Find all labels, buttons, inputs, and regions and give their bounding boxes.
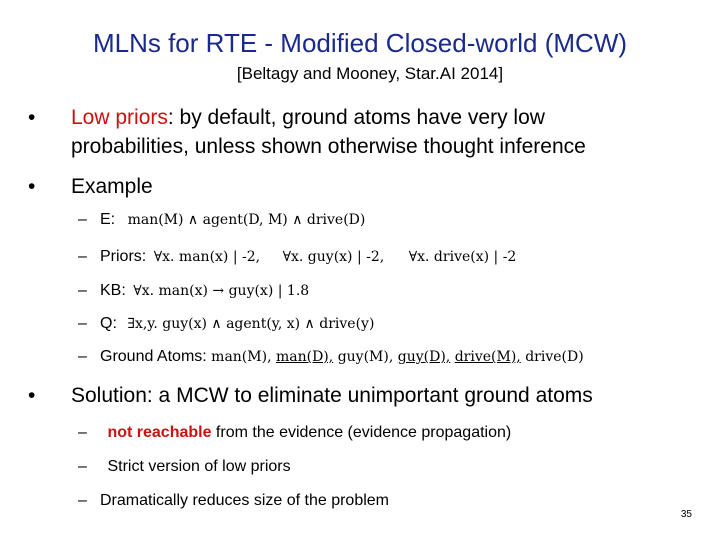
dash-icon: – (78, 458, 87, 475)
atom-guy-m: guy(M), (337, 349, 394, 365)
solution-strict-version (78, 458, 291, 476)
slide-title: MLNs for RTE - Modified Closed-world (MCW) (92, 28, 628, 58)
solution-text: Solution: a MCW to eliminate unimportant ground atoms (71, 384, 593, 407)
atom-guy-d: guy(D), (397, 349, 451, 365)
example-evidence (78, 211, 365, 229)
example-label: Example (71, 175, 153, 198)
dash-icon: – (78, 424, 87, 441)
bullet-dot-icon: • (28, 106, 36, 129)
prior-man: ∀x. man(x) | -2, (153, 249, 261, 265)
example-kb (78, 282, 309, 300)
example-query (78, 315, 374, 333)
low-priors-text-line2: probabilities, unless shown otherwise thought inference (71, 135, 586, 158)
dash-icon: – (78, 315, 87, 332)
dash-icon: – (78, 348, 87, 365)
priors-label: Priors: (100, 248, 147, 265)
dash-icon: – (78, 282, 87, 299)
atom-drive-d: drive(D) (525, 349, 584, 365)
low-priors-highlight: Low priors (71, 106, 168, 129)
prior-guy: ∀x. guy(x) | -2, (282, 249, 385, 265)
bullet-dot-icon: • (28, 175, 36, 198)
example-priors (78, 248, 516, 266)
bullet-dot-icon: • (28, 384, 36, 407)
not-reachable-highlight: not reachable (107, 424, 212, 441)
evidence-formula: man(M) ∧ agent(D, M) ∧ drive(D) (127, 212, 366, 228)
strict-version-text: Strict version of low priors (107, 458, 291, 475)
query-formula: ∃x,y. guy(x) ∧ agent(y, x) ∧ drive(y) (127, 316, 375, 332)
dash-icon: – (78, 492, 87, 509)
prior-drive: ∀x. drive(x) | -2 (408, 249, 517, 265)
not-reachable-text: from the evidence (evidence propagation) (211, 424, 512, 441)
citation: [Beltagy and Mooney, Star.AI 2014] (236, 64, 504, 83)
reduces-size-text: Dramatically reduces size of the problem (100, 492, 390, 509)
solution-reduces-size (78, 492, 389, 510)
query-label: Q: (100, 315, 117, 332)
kb-label: KB: (100, 282, 126, 299)
ground-atoms-label: Ground Atoms: (100, 348, 207, 365)
page-number: 35 (680, 509, 692, 520)
evidence-label: E: (100, 211, 116, 228)
solution-not-reachable (78, 424, 511, 442)
dash-icon: – (78, 211, 87, 228)
dash-icon: – (78, 248, 87, 265)
atom-drive-m: drive(M), (454, 349, 521, 365)
atom-man-d: man(D), (275, 349, 334, 365)
atom-man-m: man(M), (211, 349, 272, 365)
low-priors-text: : by default, ground atoms have very low (167, 106, 545, 129)
kb-formula: ∀x. man(x) → guy(x) | 1.8 (133, 283, 310, 299)
example-ground-atoms (78, 348, 584, 366)
